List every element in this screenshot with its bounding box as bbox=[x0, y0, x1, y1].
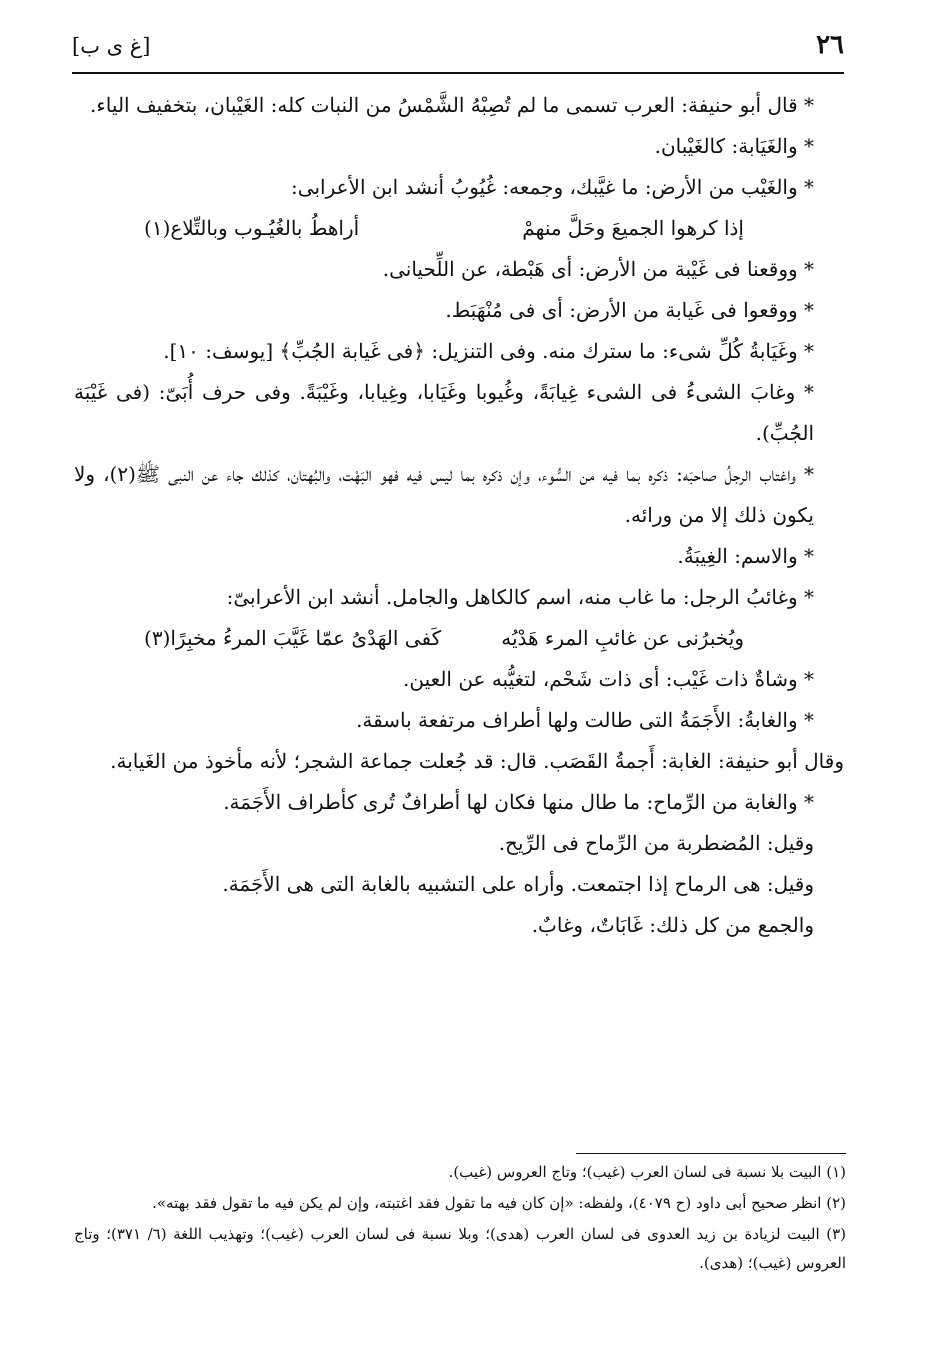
footnote: (٣) البيت لزيادة بن زيد العدوى فى لسان العرب (هدى)؛ وبلا نسبة فى لسان العرب (غيب)؛ وتهذيب اللغة (٦/ ٣٧١)؛ وتاج العروس (غيب)؛ (هدى). bbox=[74, 1225, 846, 1272]
footnotes bbox=[74, 1158, 846, 1280]
paragraph: * واغتاب الرجلُ صاحبَه: ذكره بما فيه من السُّوء، وإن ذكره بما ليس فيه فهو البَهْت، والبُهتان، كذلك جاء عن النبى ﷺ(٢)، ولا يكون ذلك إلا من ورائه. bbox=[74, 462, 814, 527]
paragraph: * وشاةٌ ذات غَيْب: أى ذات شَحْم، لتغيُّبه عن العين. bbox=[403, 667, 814, 691]
paragraph: * والغابةُ: الأَجَمَةُ التى طالت ولها أطراف مرتفعة باسقة. bbox=[356, 708, 814, 732]
root-label: [غ ى ب] bbox=[72, 34, 151, 58]
paragraph: وقيل: المُضطربة من الرِّماح فى الرِّيح. bbox=[498, 831, 814, 855]
page-header bbox=[72, 30, 844, 74]
paragraph: * وغَيَابةُ كُلِّ شىء: ما سترك منه. وفى التنزيل: ﴿فى غَيابة الجُبِّ﴾ [يوسف: ١٠]. bbox=[163, 339, 814, 363]
footnote: (١) البيت بلا نسبة فى لسان العرب (غيب)؛ وتاج العروس (غيب). bbox=[448, 1163, 846, 1181]
paragraph: * والغابة من الرِّماح: ما طال منها فكان لها أطرافٌ تُرى كأطراف الأَجَمَة. bbox=[223, 790, 814, 814]
footnote-divider bbox=[576, 1153, 846, 1154]
paragraph: وقال أبو حنيفة: الغابة: أَجمةُ القَصَب. قال: قد جُعلت جماعة الشجر؛ لأنه مأخوذ من الغَيابة. bbox=[110, 749, 844, 773]
main-text bbox=[74, 85, 844, 946]
page-number: ٢٦ bbox=[816, 30, 844, 60]
paragraph: * وغابَ الشىءُ فى الشىء غِيابَةً، وغُيوبا وغَيَابا، وغِيابا، وغَيْبَةً. وفى حرف أُبَىّ: (فى غَيْبَة الجُبِّ). bbox=[74, 380, 814, 445]
paragraph: * والغَيْب من الأرض: ما غيَّبك، وجمعه: غُيُوبُ أنشد ابن الأعرابى: bbox=[291, 175, 814, 199]
poetry-verse bbox=[74, 208, 844, 249]
verse-first-hemistich: ويُخبرُنى عن غائبِ المرء هَدْيُه bbox=[501, 626, 744, 650]
poetry-verse bbox=[74, 618, 844, 659]
paragraph: وقيل: هى الرماح إذا اجتمعت. وأراه على التشبيه بالغابة التى هى الأَجَمَة. bbox=[222, 872, 814, 896]
paragraph: * ووقعنا فى غَيْبة من الأرض: أى هَبْطة، عن اللِّحيانى. bbox=[382, 257, 814, 281]
paragraph: * ووقعوا فى غَيابة من الأرض: أى فى مُنْهَبَط. bbox=[445, 298, 814, 322]
paragraph: * والاسم: الغِيبَةُ. bbox=[677, 544, 814, 568]
verse-second-hemistich: كَفى الهَدْىُ عمّا غَيَّبَ المرءُ مخبِرًا(٣) bbox=[144, 626, 442, 650]
verse-first-hemistich: إذا كرهوا الجميعَ وحَلَّ منهمْ bbox=[522, 216, 744, 240]
paragraph: * قال أبو حنيفة: العرب تسمى ما لم تُصِبْهُ الشَّمْسُ من النبات كله: الغَيْبان، بتخفيف الياء. bbox=[90, 93, 814, 117]
footnote: (٢) انظر صحيح أبى داود (ح ٤٠٧٩)، ولفظه: «إن كان فيه ما تقول فقد اغتبته، وإن لم يكن فيه ما تقول فقد بهته». bbox=[152, 1194, 846, 1212]
paragraph: والجمع من كل ذلك: غَابَاتٌ، وغابٌ. bbox=[531, 913, 814, 937]
paragraph: * والغَيَابة: كالغَيْبان. bbox=[654, 134, 814, 158]
verse-second-hemistich: أراهطُ بالغُيُـوب وبالتِّلاع(١) bbox=[144, 216, 360, 240]
paragraph: * وغائبُ الرجل: ما غاب منه، اسم كالكاهل والجامل. أنشد ابن الأعرابىّ: bbox=[226, 585, 814, 609]
